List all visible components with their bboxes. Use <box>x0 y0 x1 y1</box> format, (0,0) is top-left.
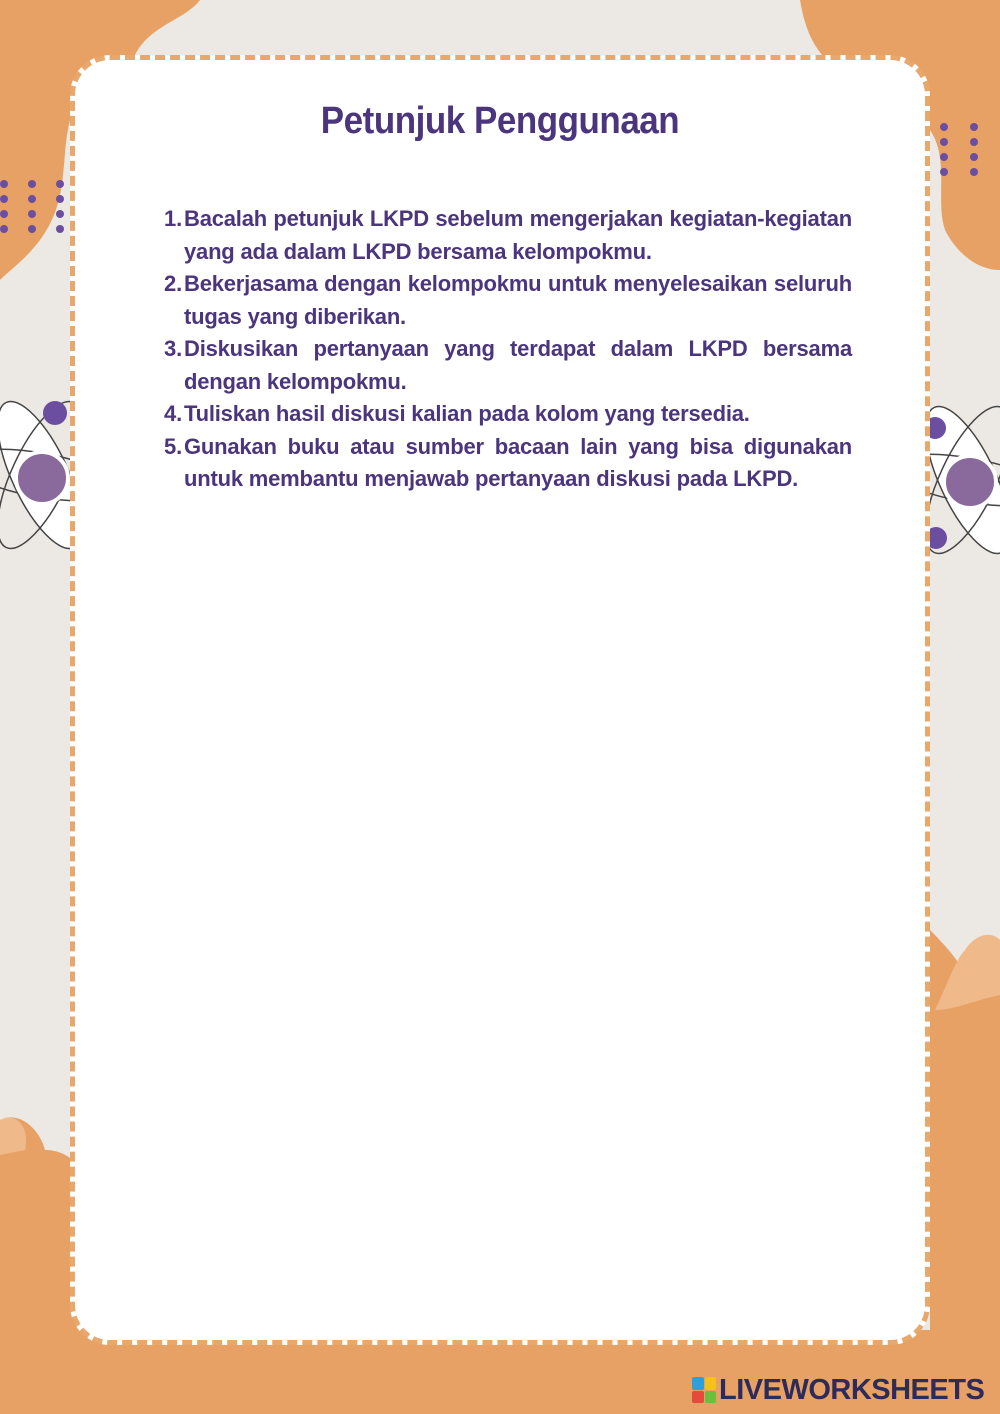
item-text: Diskusikan pertanyaan yang terdapat dalam LKPD bersama dengan kelompokmu. <box>184 336 852 394</box>
liveworksheets-logo[interactable] <box>692 1375 984 1405</box>
logo-text: LIVEWORKSHEETS <box>719 1373 985 1406</box>
list-item <box>150 268 852 333</box>
item-text: Gunakan buku atau sumber bacaan lain yang bisa digunakan untuk membantu menjawab pertanyaan diskusi pada LKPD. <box>184 433 852 491</box>
item-number: 3. <box>164 336 182 361</box>
item-number: 4. <box>164 401 182 426</box>
item-number: 2. <box>164 271 182 296</box>
list-item <box>150 398 852 431</box>
instruction-list <box>150 203 852 496</box>
list-item <box>150 203 852 268</box>
item-text: Bacalah petunjuk LKPD sebelum mengerjakan kegiatan-kegiatan yang ada dalam LKPD bersama kelompokmu. <box>184 206 852 264</box>
item-number: 1. <box>164 206 182 231</box>
item-text: Bekerjasama dengan kelompokmu untuk menyelesaikan seluruh tugas yang diberikan. <box>184 271 852 329</box>
list-item <box>150 333 852 398</box>
page-title: Petunjuk Penggunaan <box>320 100 680 142</box>
item-number: 5. <box>164 433 182 459</box>
list-item <box>150 431 852 496</box>
logo-mark-icon <box>692 1377 716 1403</box>
item-text: Tuliskan hasil diskusi kalian pada kolom yang tersedia. <box>184 401 750 426</box>
